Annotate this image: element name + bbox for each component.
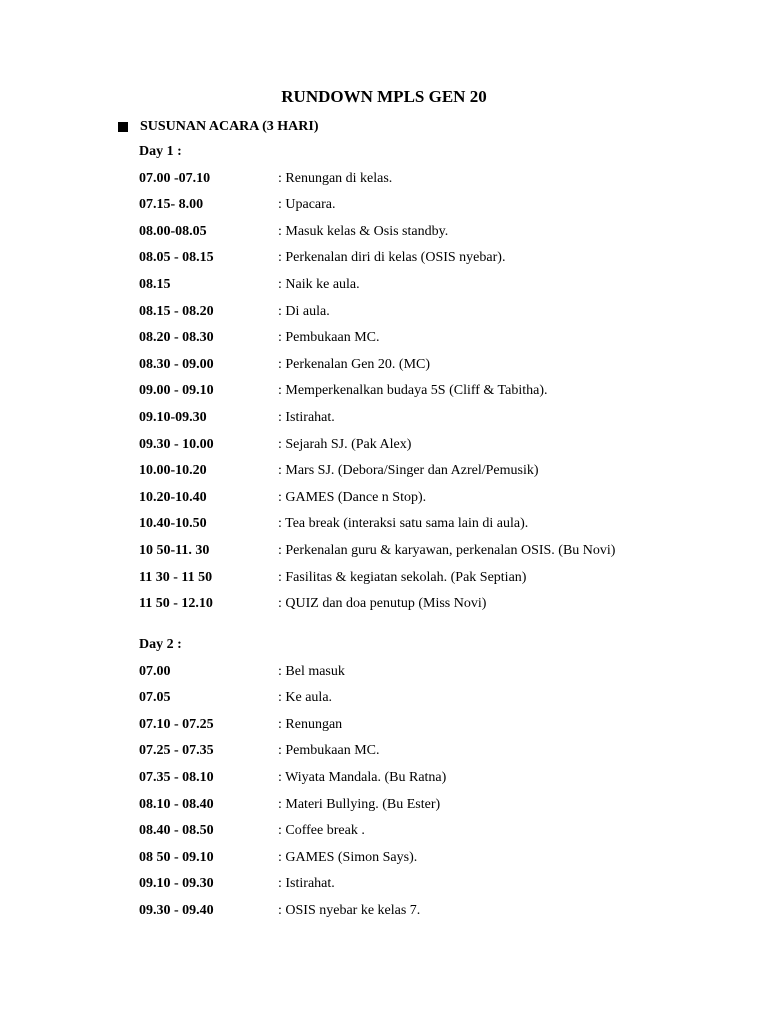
schedule-list xyxy=(0,169,768,621)
schedule-row xyxy=(0,715,768,742)
schedule-activity: : Pembukaan MC. xyxy=(278,743,380,759)
schedule-row xyxy=(0,195,768,222)
document-title: RUNDOWN MPLS GEN 20 xyxy=(281,87,487,106)
schedule-activity: : Bel masuk xyxy=(278,663,345,679)
schedule-activity: : Tea break (interaksi satu sama lain di aula). xyxy=(278,516,529,532)
schedule-time: 08.15 - 08.20 xyxy=(139,303,214,319)
schedule-activity: : Fasilitas & kegiatan sekolah. (Pak Septian) xyxy=(278,569,527,585)
schedule-time: 08.20 - 08.30 xyxy=(139,330,214,346)
schedule-activity: : QUIZ dan doa penutup (Miss Novi) xyxy=(278,596,487,612)
schedule-time: 07.00 -07.10 xyxy=(139,170,211,186)
schedule-row xyxy=(0,408,768,435)
schedule-time: 11 50 - 12.10 xyxy=(139,596,213,612)
schedule-activity: : Renungan di kelas. xyxy=(278,170,393,186)
schedule-time: 07.15- 8.00 xyxy=(139,197,204,213)
schedule-activity: : Mars SJ. (Debora/Singer dan Azrel/Pemusik) xyxy=(278,463,539,479)
schedule-activity: : GAMES (Simon Says). xyxy=(278,849,418,865)
section-heading-text: SUSUNAN ACARA (3 HARI) xyxy=(140,119,319,134)
schedule-row xyxy=(0,901,768,928)
schedule-time: 09.10-09.30 xyxy=(139,409,207,425)
schedule-time: 09.10 - 09.30 xyxy=(139,876,214,892)
schedule-time: 07.00 xyxy=(139,663,171,679)
schedule-activity: : GAMES (Dance n Stop). xyxy=(278,489,427,505)
schedule-activity: : Perkenalan guru & karyawan, perkenalan OSIS. (Bu Novi) xyxy=(278,542,616,558)
schedule-activity: : Ke aula. xyxy=(278,690,333,706)
schedule-list xyxy=(0,662,768,928)
schedule-activity: : Istirahat. xyxy=(278,876,335,892)
schedule-row xyxy=(0,688,768,715)
schedule-row xyxy=(0,248,768,275)
schedule-row xyxy=(0,461,768,488)
schedule-row xyxy=(0,514,768,541)
schedule-time: 07.35 - 08.10 xyxy=(139,769,214,785)
schedule-row xyxy=(0,848,768,875)
schedule-time: 10.00-10.20 xyxy=(139,463,207,479)
schedule-activity: : Materi Bullying. (Bu Ester) xyxy=(278,796,441,812)
schedule-activity: : Perkenalan diri di kelas (OSIS nyebar). xyxy=(278,250,506,266)
schedule-row xyxy=(0,662,768,689)
schedule-time: 07.25 - 07.35 xyxy=(139,743,214,759)
schedule-row xyxy=(0,222,768,249)
section-heading xyxy=(118,117,319,137)
schedule-activity: : Naik ke aula. xyxy=(278,276,360,292)
schedule-time: 08.05 - 08.15 xyxy=(139,250,214,266)
schedule-activity: : Coffee break . xyxy=(278,823,365,839)
schedule-activity: : Istirahat. xyxy=(278,409,335,425)
schedule-activity: : Perkenalan Gen 20. (MC) xyxy=(278,356,431,372)
schedule-activity: : Pembukaan MC. xyxy=(278,330,380,346)
schedule-row xyxy=(0,541,768,568)
schedule-row xyxy=(0,741,768,768)
schedule-row xyxy=(0,169,768,196)
schedule-time: 11 30 - 11 50 xyxy=(139,569,213,585)
schedule-time: 10.40-10.50 xyxy=(139,516,207,532)
schedule-time: 08.00-08.05 xyxy=(139,223,207,239)
schedule-row xyxy=(0,874,768,901)
schedule-activity: : OSIS nyebar ke kelas 7. xyxy=(278,902,421,918)
schedule-activity: : Renungan xyxy=(278,716,343,732)
day-title: Day 1 : xyxy=(139,144,182,159)
schedule-activity: : Sejarah SJ. (Pak Alex) xyxy=(278,436,412,452)
schedule-time: 10 50-11. 30 xyxy=(139,542,210,558)
schedule-row xyxy=(0,768,768,795)
schedule-time: 08.15 xyxy=(139,276,171,292)
schedule-row xyxy=(0,435,768,462)
schedule-time: 07.10 - 07.25 xyxy=(139,716,214,732)
schedule-row xyxy=(0,821,768,848)
schedule-row xyxy=(0,594,768,621)
schedule-time: 10.20-10.40 xyxy=(139,489,207,505)
schedule-row xyxy=(0,381,768,408)
schedule-activity: : Masuk kelas & Osis standby. xyxy=(278,223,449,239)
schedule-row xyxy=(0,355,768,382)
schedule-activity: : Wiyata Mandala. (Bu Ratna) xyxy=(278,769,447,785)
schedule-row xyxy=(0,275,768,302)
square-bullet-icon xyxy=(118,122,128,132)
schedule-row xyxy=(0,568,768,595)
schedule-activity: : Memperkenalkan budaya 5S (Cliff & Tabitha). xyxy=(278,383,548,399)
schedule-row xyxy=(0,795,768,822)
schedule-row xyxy=(0,328,768,355)
schedule-row xyxy=(0,302,768,329)
schedule-time: 08 50 - 09.10 xyxy=(139,849,214,865)
schedule-time: 09.30 - 10.00 xyxy=(139,436,214,452)
schedule-time: 08.30 - 09.00 xyxy=(139,356,214,372)
schedule-time: 09.30 - 09.40 xyxy=(139,902,214,918)
schedule-row xyxy=(0,488,768,515)
day-title: Day 2 : xyxy=(139,637,182,652)
schedule-time: 08.40 - 08.50 xyxy=(139,823,214,839)
schedule-time: 07.05 xyxy=(139,690,171,706)
schedule-activity: : Upacara. xyxy=(278,197,336,213)
schedule-activity: : Di aula. xyxy=(278,303,330,319)
schedule-time: 08.10 - 08.40 xyxy=(139,796,214,812)
schedule-time: 09.00 - 09.10 xyxy=(139,383,214,399)
